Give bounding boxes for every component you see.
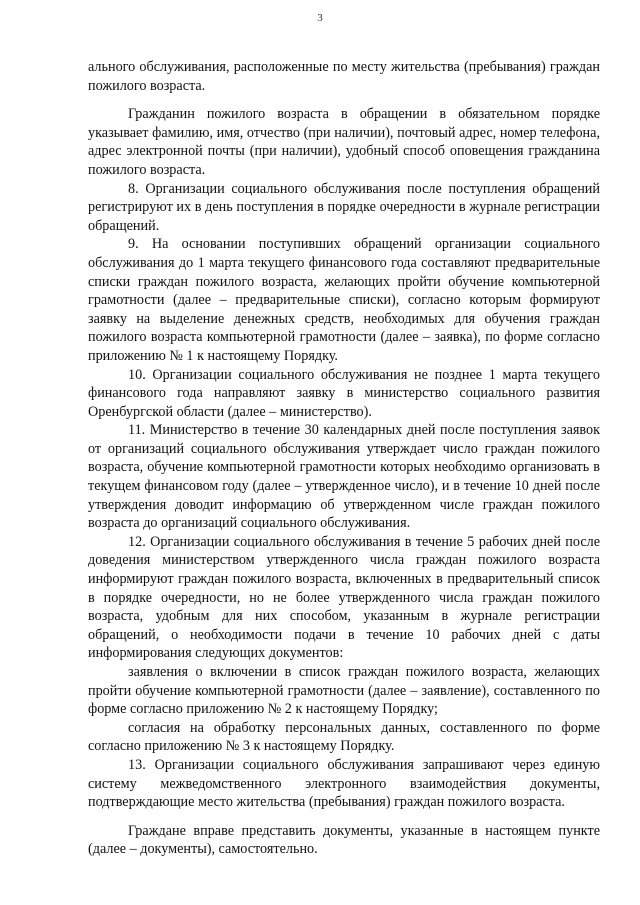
paragraph-application-item: заявления о включении в список граждан пожилого возраста, желающих пройти обучение компьютерной грамотности (далее – заявление), составленного по форме согласно приложению № 2 к настоящему Порядку; bbox=[88, 664, 600, 718]
paragraph-item-10: 10. Организации социального обслуживания не позднее 1 марта текущего финансового года направляют заявку в министерство социального развития Оренбургской области (далее – министерство). bbox=[88, 366, 600, 420]
paragraph-item-11: 11. Министерство в течение 30 календарных дней после поступления заявок от организаций социального обслуживания утверждает число граждан пожилого возраста, обучение компьютерной грамотности которых необходимо организовать в текущем финансовом году (далее – утвержденное число), и в течение 10 дней после утверждения доводит информацию об утвержденном числе граждан пожилого возраста до организаций социального обслуживания. bbox=[88, 422, 600, 532]
document-body bbox=[88, 58, 600, 859]
paragraph-item-9: 9. На основании поступивших обращений организации социального обслуживания до 1 марта текущего финансового года составляют предварительные списки граждан пожилого возраста, желающих пройти обучение компьютерной грамотности (далее – предварительные списки), согласно которым формируют заявку на выделение денежных средств, необходимых для обучения граждан пожилого возраста компьютерной грамотности (далее – заявка), по форме согласно приложению № 1 к настоящему Порядку. bbox=[88, 236, 600, 364]
paragraph-item-8: 8. Организации социального обслуживания после поступления обращений регистрируют их в день поступления в порядке очередности в журнале регистрации обращений. bbox=[88, 180, 600, 234]
paragraph-item-12: 12. Организации социального обслуживания в течение 5 рабочих дней после доведения министерством утвержденного числа граждан пожилого возраста информируют граждан пожилого возраста, включенных в предварительный список в порядке очередности, но не более утвержденного числа граждан пожилого возраста, удобным для них способом, указанным в журнале регистрации обращений, о необходимости подачи в течение 10 рабочих дней с даты информирования следующих документов: bbox=[88, 533, 600, 662]
page-number: 3 bbox=[317, 12, 323, 24]
paragraph-continuation: ального обслуживания, расположенные по месту жительства (пребывания) граждан пожилого возраста. bbox=[88, 59, 600, 94]
paragraph-consent-item: согласия на обработку персональных данных, составленного по форме согласно приложению № 3 к настоящему Порядку. bbox=[88, 719, 600, 755]
paragraph-item-13: 13. Организации социального обслуживания запрашивают через единую систему межведомственного электронного взаимодействия документы, подтверждающие место жительства (пребывания) граждан пожилого возраста. bbox=[88, 756, 600, 811]
paragraph-notification-requirements: Гражданин пожилого возраста в обращении в обязательном порядке указывает фамилию, имя, отчество (при наличии), почтовый адрес, номер телефона, адрес электронной почты (при наличии), удобный способ оповещения гражданина пожилого возраста. bbox=[88, 106, 600, 178]
paragraph-self-submission: Граждане вправе представить документы, указанные в настоящем пункте (далее – документы), самостоятельно. bbox=[88, 822, 600, 858]
